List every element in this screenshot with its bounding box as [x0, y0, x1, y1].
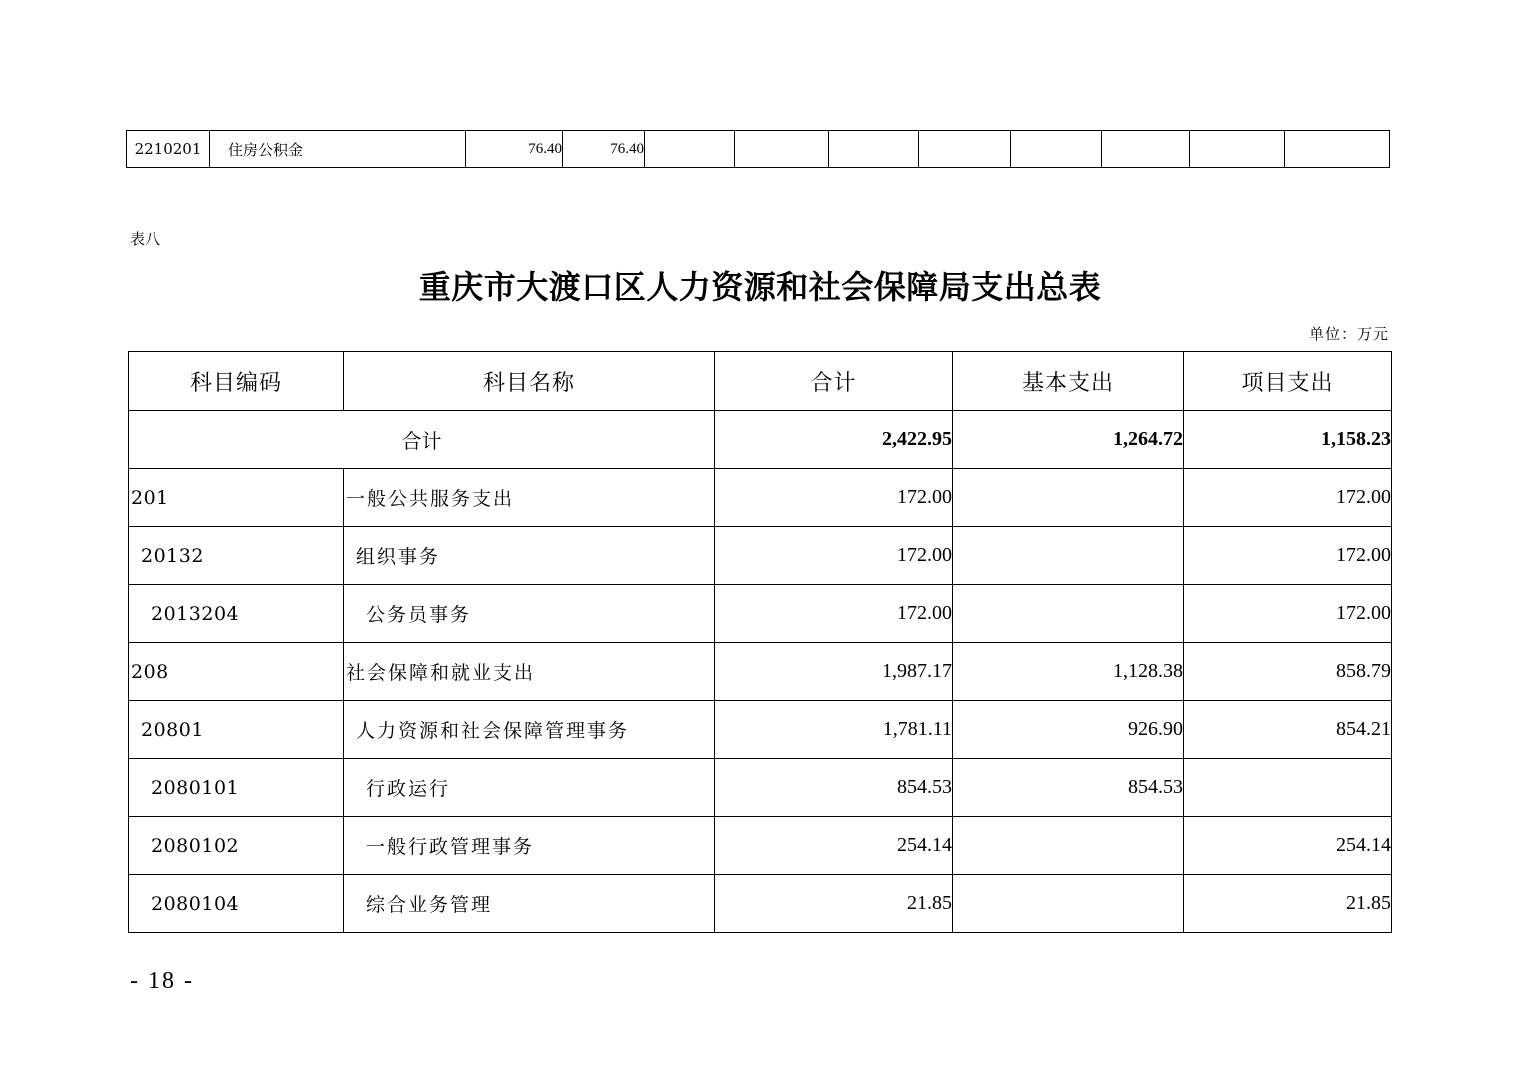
row-name: 行政运行 — [344, 759, 715, 817]
previous-table-fragment — [126, 130, 1390, 168]
table-row — [129, 585, 1392, 643]
empty-cell — [1011, 131, 1102, 168]
empty-cell — [1102, 131, 1190, 168]
table-header-row — [129, 352, 1392, 411]
row-code: 20801 — [129, 701, 344, 759]
total-project: 1,158.23 — [1184, 411, 1392, 469]
row-name: 人力资源和社会保障管理事务 — [344, 701, 715, 759]
header-total: 合计 — [715, 352, 953, 411]
row-project: 854.21 — [1184, 701, 1392, 759]
empty-cell — [919, 131, 1011, 168]
row-name: 组织事务 — [344, 527, 715, 585]
row-total: 1,781.11 — [715, 701, 953, 759]
total-basic: 1,264.72 — [953, 411, 1184, 469]
row-project: 858.79 — [1184, 643, 1392, 701]
row-name: 一般行政管理事务 — [344, 817, 715, 875]
table-row — [129, 759, 1392, 817]
empty-cell — [1190, 131, 1285, 168]
prev-row-value-1: 76.40 — [466, 131, 563, 168]
total-row — [129, 411, 1392, 469]
row-basic: 1,128.38 — [953, 643, 1184, 701]
empty-cell — [829, 131, 919, 168]
header-project: 项目支出 — [1184, 352, 1392, 411]
table-row — [129, 875, 1392, 933]
header-basic: 基本支出 — [953, 352, 1184, 411]
row-basic — [953, 527, 1184, 585]
row-name: 公务员事务 — [344, 585, 715, 643]
expenditure-table — [128, 351, 1392, 933]
empty-cell — [1285, 131, 1390, 168]
prev-row-value-2: 76.40 — [563, 131, 645, 168]
empty-cell — [645, 131, 735, 168]
row-basic — [953, 817, 1184, 875]
page-number: - 18 - — [130, 968, 194, 994]
row-name: 综合业务管理 — [344, 875, 715, 933]
total-amount: 2,422.95 — [715, 411, 953, 469]
table-number: 表八 — [130, 230, 161, 248]
row-total: 254.14 — [715, 817, 953, 875]
empty-cell — [735, 131, 829, 168]
header-code: 科目编码 — [129, 352, 344, 411]
row-code: 2080101 — [129, 759, 344, 817]
row-project — [1184, 759, 1392, 817]
row-code: 2013204 — [129, 585, 344, 643]
row-project: 21.85 — [1184, 875, 1392, 933]
unit-label: 单位：万元 — [1308, 325, 1389, 343]
table-row — [129, 643, 1392, 701]
row-project: 172.00 — [1184, 469, 1392, 527]
row-project: 254.14 — [1184, 817, 1392, 875]
row-basic — [953, 875, 1184, 933]
row-code: 20132 — [129, 527, 344, 585]
row-project: 172.00 — [1184, 585, 1392, 643]
row-total: 21.85 — [715, 875, 953, 933]
row-code: 2080102 — [129, 817, 344, 875]
total-label: 合计 — [129, 411, 715, 469]
prev-row-name: 住房公积金 — [210, 131, 466, 168]
page-title: 重庆市大渡口区人力资源和社会保障局支出总表 — [418, 269, 1102, 305]
header-name: 科目名称 — [344, 352, 715, 411]
row-total: 1,987.17 — [715, 643, 953, 701]
table-row — [129, 469, 1392, 527]
row-code: 201 — [129, 469, 344, 527]
table-row — [129, 701, 1392, 759]
row-code: 208 — [129, 643, 344, 701]
row-basic — [953, 585, 1184, 643]
table-row — [129, 527, 1392, 585]
row-total: 172.00 — [715, 469, 953, 527]
table-row — [129, 817, 1392, 875]
row-name: 一般公共服务支出 — [344, 469, 715, 527]
prev-row-code: 2210201 — [127, 131, 210, 168]
row-code: 2080104 — [129, 875, 344, 933]
row-total: 854.53 — [715, 759, 953, 817]
row-name: 社会保障和就业支出 — [344, 643, 715, 701]
row-basic: 854.53 — [953, 759, 1184, 817]
row-project: 172.00 — [1184, 527, 1392, 585]
row-basic: 926.90 — [953, 701, 1184, 759]
row-total: 172.00 — [715, 585, 953, 643]
row-basic — [953, 469, 1184, 527]
row-total: 172.00 — [715, 527, 953, 585]
table-row — [127, 131, 1390, 168]
